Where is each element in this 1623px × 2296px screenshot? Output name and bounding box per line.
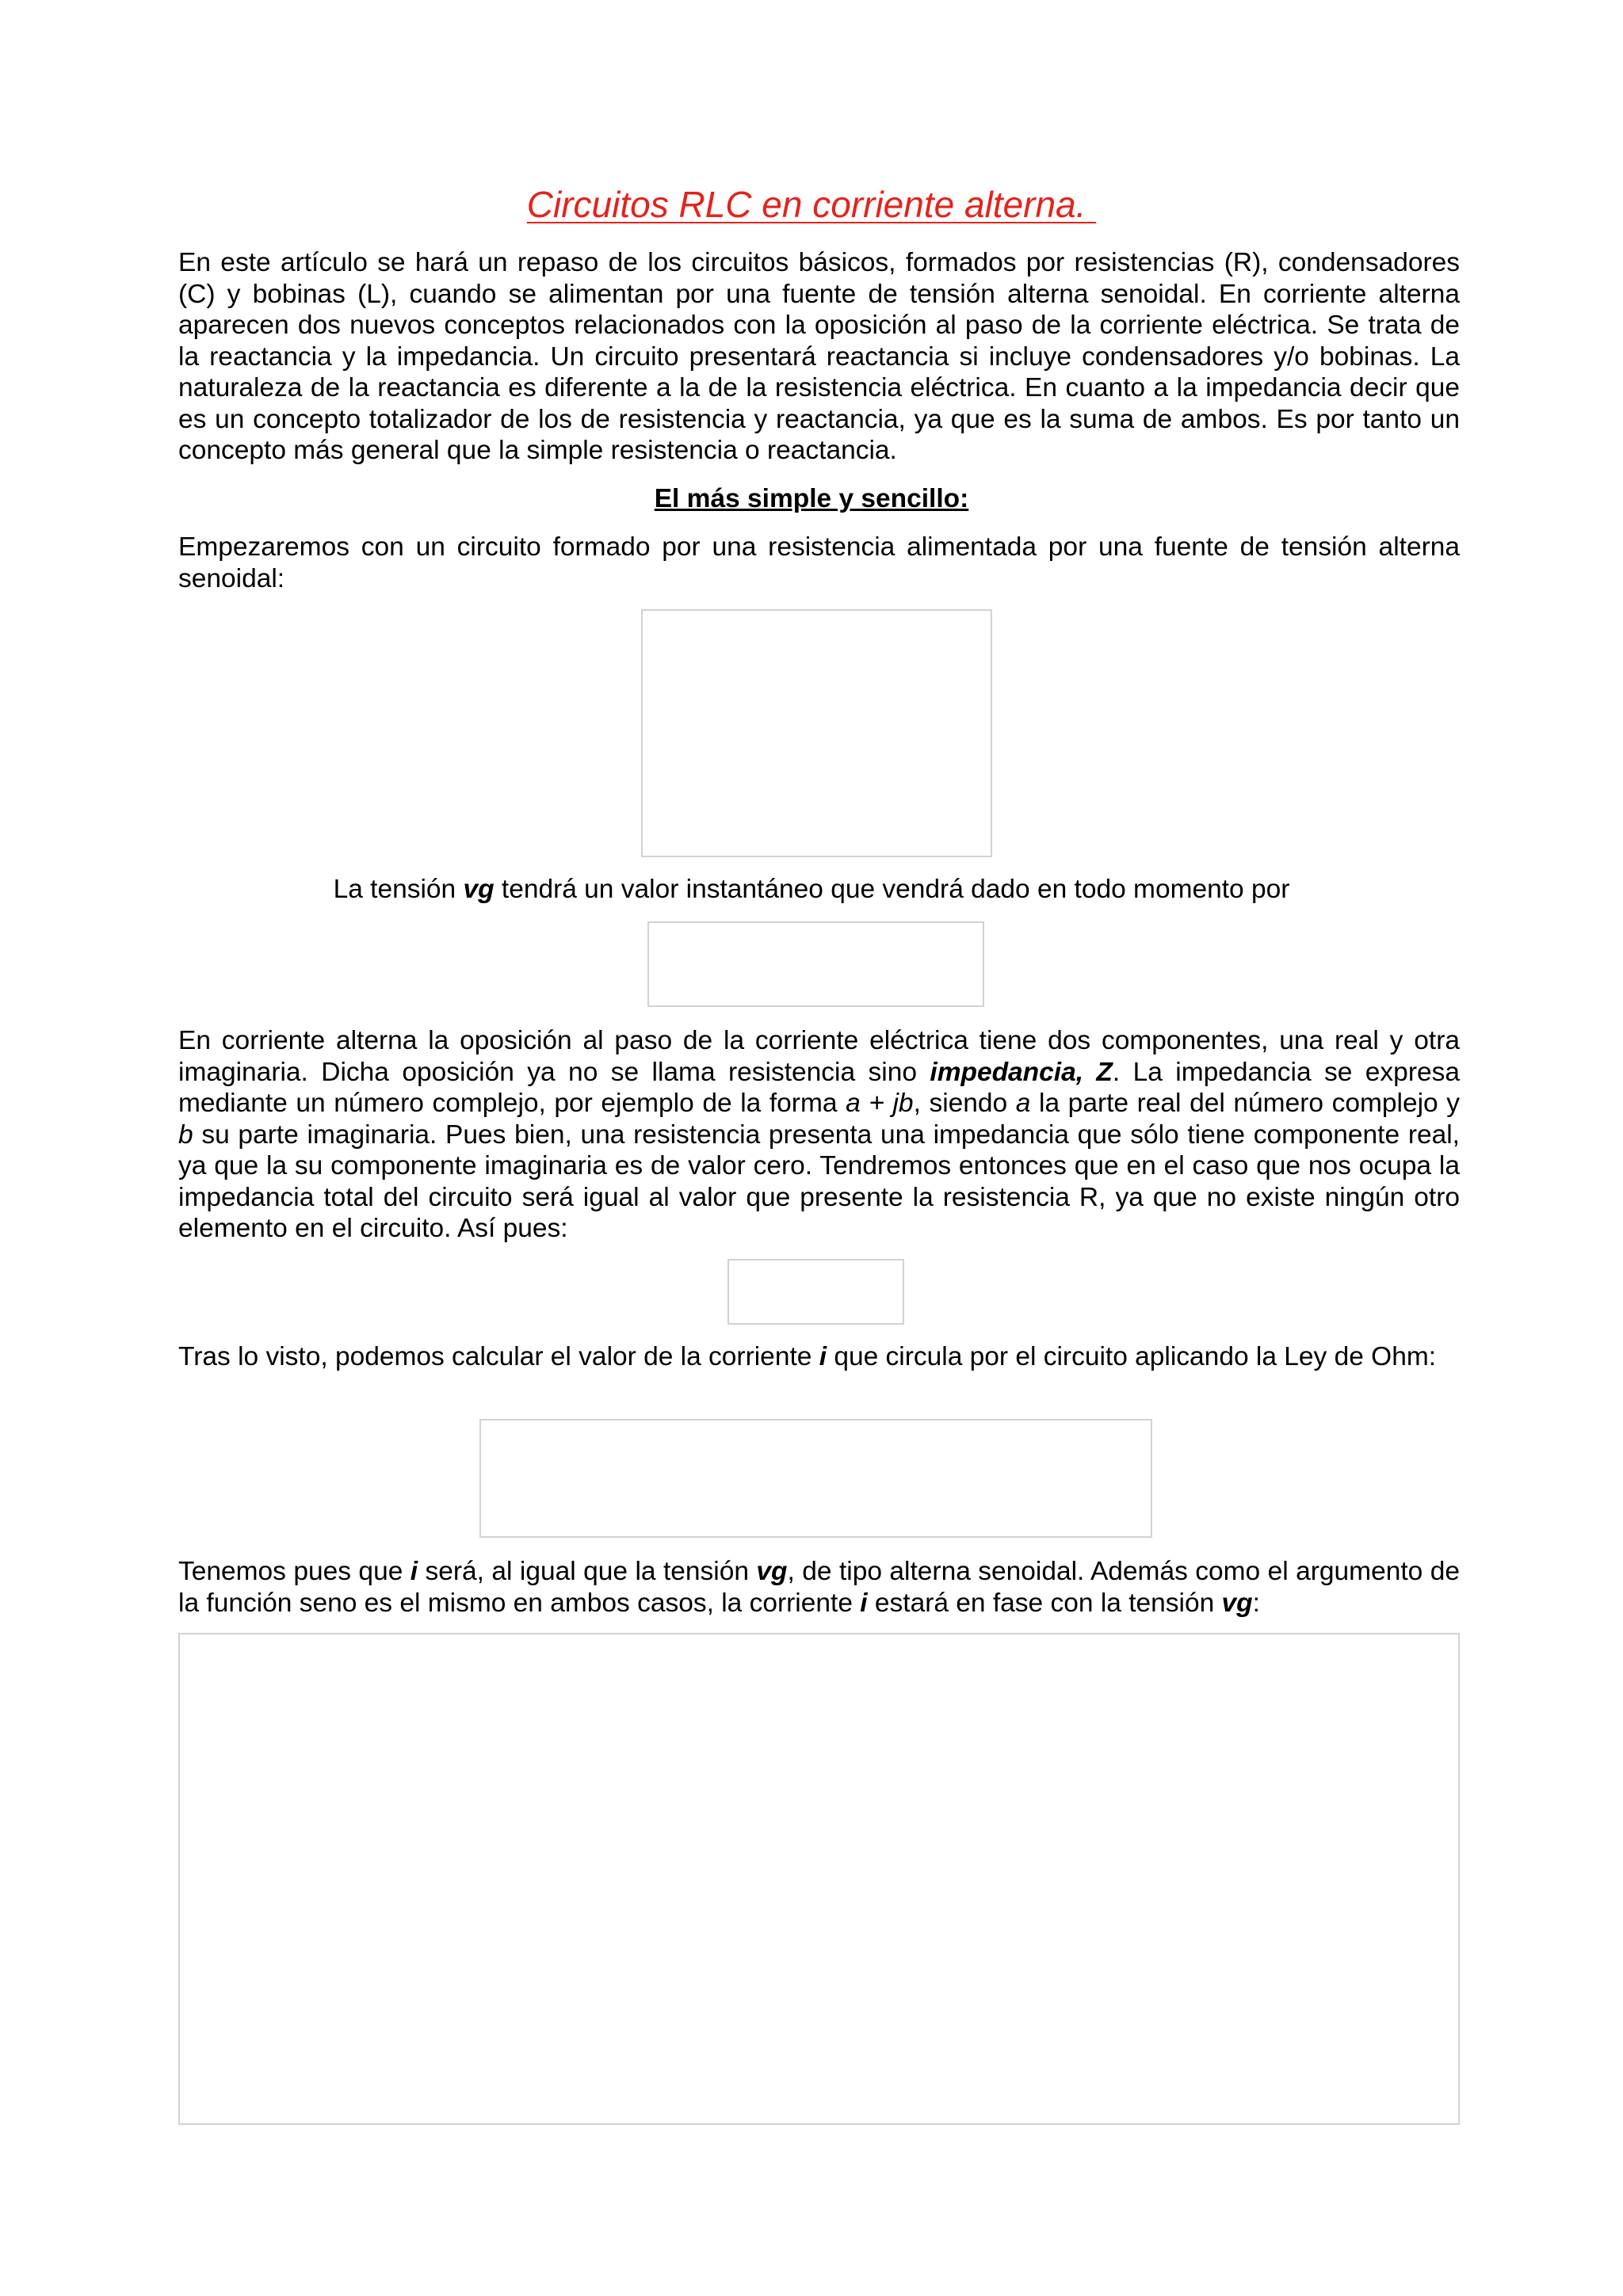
- real-part-var: a: [1015, 1089, 1031, 1118]
- current-var-1: i: [410, 1557, 418, 1586]
- section-heading: El más simple y sencillo:: [654, 484, 969, 513]
- current-var: i: [819, 1342, 827, 1371]
- impedance-text-5: su parte imaginaria. Pues bien, una resistencia presenta una impedancia que sólo tiene componente real, ya que la su componente imaginaria es de valor cero. Tendremos entonces que en el caso que nos ocupa la impedancia total del circuito será igual al valor que presente la resistencia R, ya que no existe ningún otro elemento en el circuito. Así pues:: [178, 1119, 1460, 1243]
- phase-graph-image: [178, 1633, 1460, 2125]
- impedance-text-1: En corriente alterna la oposición al paso de la corriente eléctrica tiene dos componentes, una real y otra imaginaria. Dicha oposición ya no se llama resistencia sino: [178, 1026, 1460, 1087]
- impedance-text-4: la parte real del número complejo y: [1030, 1089, 1460, 1118]
- ohm-formula-image: [479, 1419, 1152, 1538]
- voltage-formula-image: [647, 921, 984, 1007]
- vg-variable: vg: [463, 875, 495, 904]
- impedance-formula-image: [727, 1259, 904, 1325]
- phase-text-2: será, al igual que la tensión: [418, 1557, 757, 1586]
- voltage-line-text-2: tendrá un valor instantáneo que vendrá dado en todo momento por: [494, 875, 1290, 904]
- phase-paragraph: [178, 1556, 1460, 1619]
- impedance-paragraph: [178, 1025, 1460, 1245]
- vg-var-1: vg: [756, 1557, 788, 1586]
- current-var-2: i: [860, 1588, 868, 1618]
- ohm-text-2: que circula por el circuito aplicando la Ley de Ohm:: [827, 1342, 1437, 1371]
- circuit-diagram-image: [641, 609, 992, 857]
- circuit-paragraph: Empezaremos con un circuito formado por una resistencia alimentada por una fuente de tensión alterna senoidal:: [178, 532, 1460, 593]
- phase-text-1: Tenemos pues que: [178, 1557, 411, 1586]
- phase-text-3: , de tipo alterna senoidal. Además como el argumento de la función seno es el mismo en ambos casos, la corriente: [178, 1557, 1460, 1618]
- intro-paragraph: En este artículo se hará un repaso de los circuitos básicos, formados por resistencias (R), condensadores (C) y bobinas (L), cuando se alimentan por una fuente de tensión alterna senoidal. En corriente alterna aparecen dos nuevos conceptos relacionados con la oposición al paso de la corriente eléctrica. Se trata de la reactancia y la impedancia. Un circuito presentará reactancia si incluye condensadores y/o bobinas. La naturaleza de la reactancia es diferente a la de la resistencia eléctrica. En cuanto a la impedancia decir que es un concepto totalizador de los de resistencia y reactancia, ya que es la suma de ambos. Es por tanto un concepto más general que la simple resistencia o reactancia.: [178, 248, 1460, 465]
- vg-var-2: vg: [1221, 1588, 1253, 1618]
- impedance-text-3: , siendo: [913, 1089, 1016, 1118]
- complex-form: a + jb: [846, 1089, 914, 1118]
- page-title: Circuitos RLC en corriente alterna.: [526, 184, 1097, 225]
- phase-text-5: :: [1252, 1588, 1260, 1618]
- voltage-line: [0, 874, 1623, 906]
- ohm-text-1: Tras lo visto, podemos calcular el valor de la corriente: [178, 1342, 819, 1371]
- impedance-text-2: . La impedancia se expresa mediante un número complejo, por ejemplo de la forma: [178, 1057, 1460, 1118]
- ohm-paragraph: [178, 1341, 1460, 1373]
- imag-part-var: b: [178, 1119, 193, 1150]
- impedance-term: impedancia, Z: [930, 1057, 1113, 1087]
- voltage-line-text-1: La tensión: [333, 875, 464, 904]
- phase-text-4: estará en fase con la tensión: [867, 1588, 1222, 1618]
